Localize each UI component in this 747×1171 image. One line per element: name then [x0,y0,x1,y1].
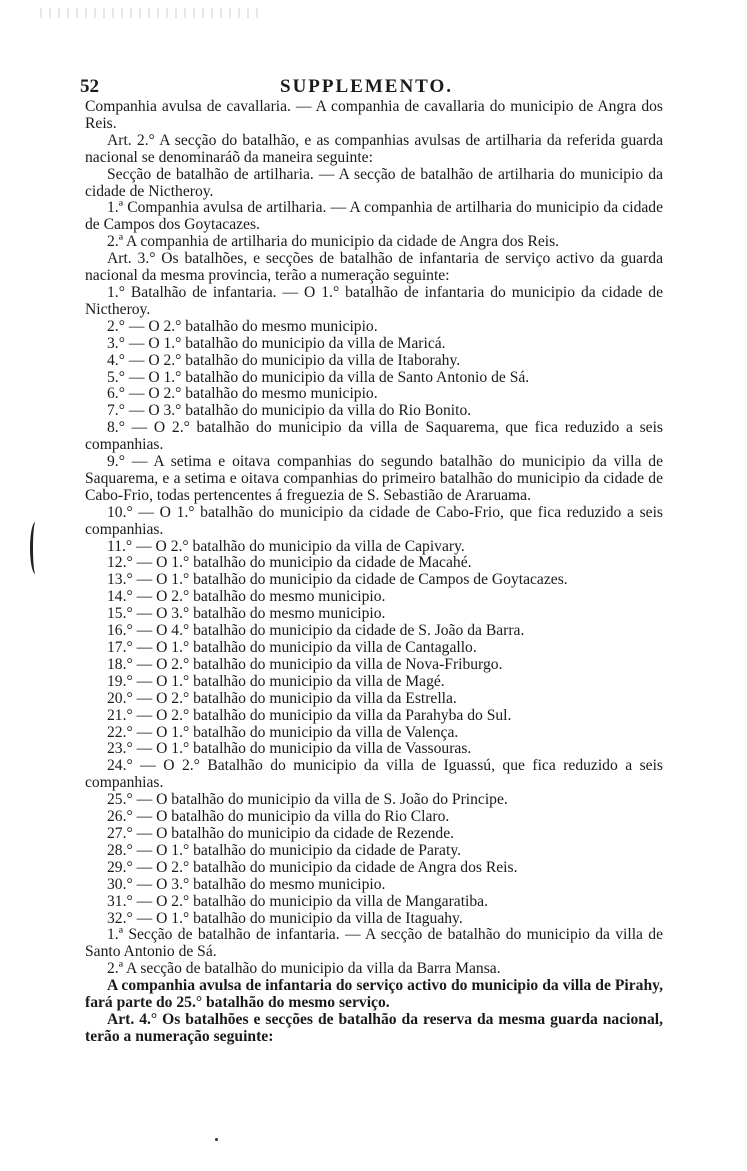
paragraph: 1.° Batalhão de infantaria. — O 1.° batalhão de infantaria do municipio da cidade de Nictheroy. [85,283,663,318]
list-item: 15.° — O 3.° batalhão do mesmo municipio. [107,605,386,623]
list-item: 7.° — O 3.° batalhão do municipio da villa do Rio Bonito. [107,402,472,420]
paragraph: 1.ª Companhia avulsa de artilharia. — A companhia de artilharia do municipio da cidade de Campos dos Goytacazes. [85,199,663,234]
list-item: 13.° — O 1.° batalhão do municipio da cidade de Campos de Goytacazes. [107,571,568,589]
print-speck [215,1138,218,1141]
list-item: 14.° — O 2.° batalhão do mesmo municipio. [107,588,386,606]
list-item: 17.° — O 1.° batalhão do municipio da villa de Cantagallo. [107,639,477,656]
list-item: 6.° — O 2.° batalhão do mesmo municipio. [107,385,378,403]
list-item: 4.° — O 2.° batalhão do municipio da villa de Itaborahy. [107,351,461,369]
body-text [85,99,663,1046]
paragraph: 2.ª A secção de batalhão do municipio da villa da Barra Mansa. [107,960,501,978]
list-item: 20.° — O 2.° batalhão do municipio da villa da Estrella. [107,689,457,707]
list-item: 11.° — O 2.° batalhão do municipio da villa de Capivary. [107,537,465,555]
list-item: 26.° — O batalhão do municipio da villa do Rio Claro. [107,808,450,826]
list-item: 5.° — O 1.° batalhão do municipio da villa de Santo Antonio de Sá. [107,368,530,386]
list-item: 21.° — O 2.° batalhão do municipio da villa da Parahyba do Sul. [107,706,512,724]
paragraph: Art. 2.° A secção do batalhão, e as companhias avulsas de artilharia da referida guarda nacional se denominaráõ da maneira seguinte: [85,131,663,166]
list-item: 2.° — O 2.° batalhão do mesmo municipio. [107,317,378,335]
paragraph: Art. 4.° Os batalhões e secções de batalhão da reserva da mesma guarda nacional, terão a numeração seguinte: [85,1010,663,1045]
paragraph: Companhia avulsa de cavallaria. — A companhia de cavallaria do municipio de Angra dos Reis. [85,98,663,132]
list-item: 19.° — O 1.° batalhão do municipio da villa de Magé. [107,672,445,690]
list-item: 25.° — O batalhão do municipio da villa de S. João do Principe. [107,791,508,809]
list-item: 10.° — O 1.° batalhão do municipio da cidade de Cabo-Frio, que fica reduzido a seis companhias. [85,503,663,538]
list-item: 22.° — O 1.° batalhão do municipio da villa de Valença. [107,723,459,741]
list-item: 30.° — O 3.° batalhão do mesmo municipio. [107,875,386,893]
list-item: 8.° — O 2.° batalhão do municipio da villa de Saquarema, que fica reduzido a seis companhias. [85,419,663,454]
page-header [80,76,680,98]
list-item: 32.° — O 1.° batalhão do municipio da villa de Itaguahy. [107,909,463,927]
list-item: 23.° — O 1.° batalhão do municipio da villa de Vassouras. [107,740,472,758]
list-item: 24.° — O 2.° Batalhão do municipio da villa de Iguassú, que fica reduzido a seis companhias. [85,757,663,792]
list-item: 29.° — O 2.° batalhão do municipio da cidade de Angra dos Reis. [107,858,518,876]
list-item: 12.° — O 1.° batalhão do municipio da cidade de Macahé. [107,554,472,572]
paragraph: 2.ª A companhia de artilharia do municipio da cidade de Angra dos Reis. [107,233,560,251]
paragraph: 1.ª Secção de batalhão de infantaria. — A secção de batalhão do municipio da villa de Santo Antonio de Sá. [85,926,663,961]
list-item: 27.° — O batalhão do municipio da cidade de Rezende. [107,824,455,842]
paragraph: A companhia avulsa de infantaria do serviço activo do municipio da villa de Pirahy, fará parte do 25.° batalhão do mesmo serviço. [85,977,663,1012]
list-item: 28.° — O 1.° batalhão do municipio da cidade de Paraty. [107,841,461,859]
margin-bracket-mark [30,522,41,574]
paragraph: Art. 3.° Os batalhões, e secções de batalhão de infantaria de serviço activo da guarda nacional da mesma provincia, terão a numeração seguinte: [85,250,663,285]
list-item: 3.° — O 1.° batalhão do municipio da villa de Maricá. [107,334,446,352]
list-item: 18.° — O 2.° batalhão do municipio da villa de Nova-Friburgo. [107,655,503,673]
paragraph: Secção de batalhão de artilharia. — A secção de batalhão de artilharia do municipio da cidade de Nictheroy. [85,165,663,200]
print-noise [40,8,260,18]
list-item: 9.° — A setima e oitava companhias do segundo batalhão do municipio da villa de Saquarema, e a setima e oitava companhias do primeiro batalhão do municipio da cidade de Cabo-Frio, todas pertencentes á freguezia de S. Sebastião de Araruama. [85,453,663,504]
page-number: 52 [80,76,99,97]
list-item: 31.° — O 2.° batalhão do municipio da villa de Mangaratiba. [107,892,488,910]
list-item: 16.° — O 4.° batalhão do municipio da cidade de S. João da Barra. [107,622,525,640]
running-title: SUPPLEMENTO. [280,76,454,97]
